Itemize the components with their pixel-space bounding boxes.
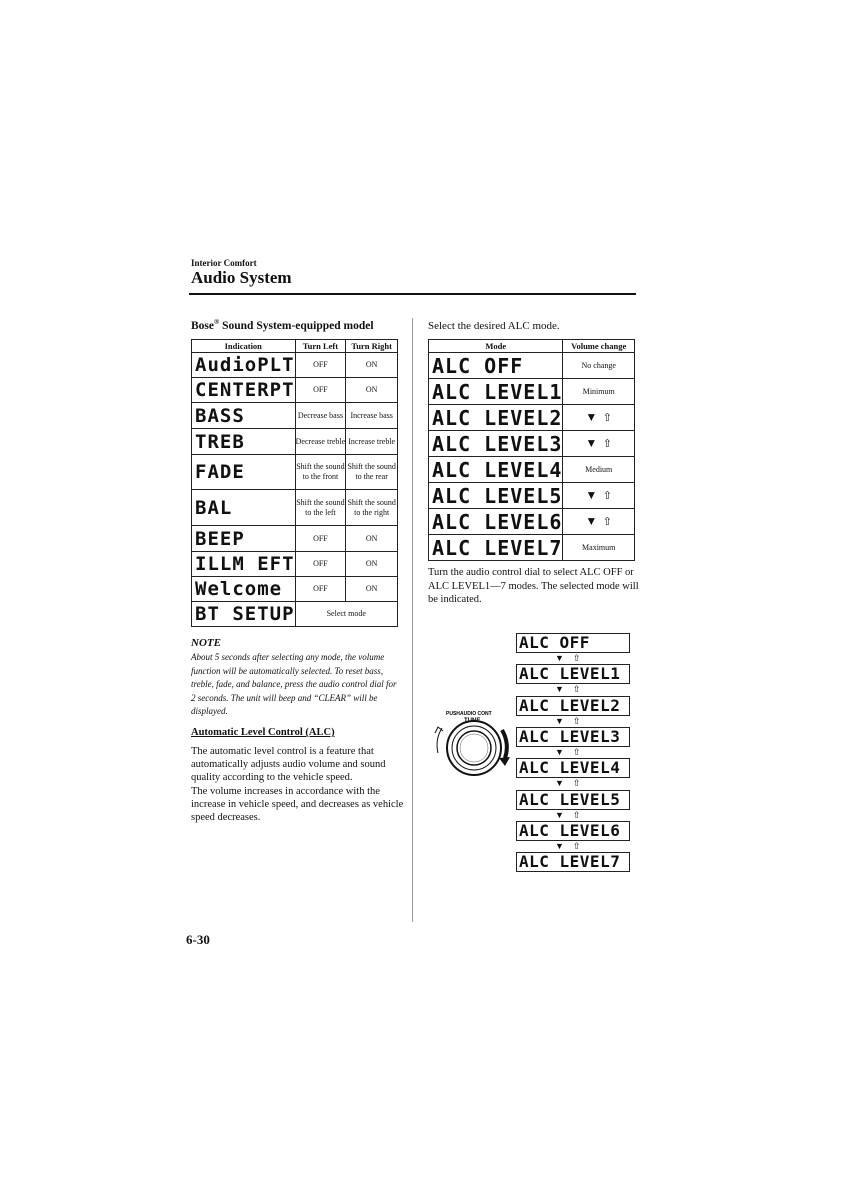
- table-row: [429, 457, 635, 483]
- table-row: [429, 509, 635, 535]
- down-arrow-icon: ▼: [555, 747, 564, 757]
- select-mode-cell: Select mode: [295, 602, 397, 627]
- turn-right-cell: Shift the sound to the rear: [346, 455, 398, 490]
- section-label: Interior Comfort: [191, 258, 257, 268]
- indication-cell: FADE: [192, 455, 296, 490]
- indication-cell: CENTERPT: [192, 378, 296, 403]
- column-divider: [412, 318, 413, 922]
- table-row: [192, 378, 398, 403]
- turn-left-cell: OFF: [295, 353, 346, 378]
- col-volume-change: Volume change: [563, 340, 635, 353]
- indication-cell: ILLM EFT: [192, 552, 296, 577]
- table-row: [429, 353, 635, 379]
- table-row: [192, 490, 398, 526]
- indication-cell: BASS: [192, 403, 296, 429]
- up-arrow-icon: ⇧: [602, 516, 613, 528]
- volume-change-cell: Maximum: [563, 535, 635, 561]
- volume-change-cell: Medium: [563, 457, 635, 483]
- turn-right-cell: ON: [346, 378, 398, 403]
- indication-cell: Welcome: [192, 577, 296, 602]
- dial-tune-label: TUNE: [464, 718, 481, 724]
- up-arrow-icon: ⇧: [572, 653, 581, 663]
- up-arrow-icon: ⇧: [572, 716, 581, 726]
- turn-right-cell: Shift the sound to the right: [346, 490, 398, 526]
- table-row: [192, 602, 398, 627]
- bose-mode-table: [191, 339, 398, 627]
- table-row: [192, 577, 398, 602]
- turn-right-cell: ON: [346, 526, 398, 552]
- up-arrow-icon: ⇧: [572, 778, 581, 788]
- mode-cell: ALC LEVEL4: [429, 457, 563, 483]
- rotary-dial-icon: [430, 703, 520, 793]
- table-row: [192, 455, 398, 490]
- alc-display: ALC LEVEL1: [516, 664, 630, 684]
- up-arrow-icon: ⇧: [572, 810, 581, 820]
- page-title: Audio System: [191, 268, 292, 287]
- down-arrow-icon: ▼: [555, 841, 564, 851]
- table-row: [429, 379, 635, 405]
- up-arrow-icon: ⇧: [572, 684, 581, 694]
- mode-cell: ALC LEVEL5: [429, 483, 563, 509]
- mode-cell: ALC LEVEL7: [429, 535, 563, 561]
- indication-cell: BT SETUP: [192, 602, 296, 627]
- up-arrow-icon: ⇧: [602, 412, 613, 424]
- turn-right-cell: Increase bass: [346, 403, 398, 429]
- arrow-pair: [555, 747, 580, 758]
- turn-right-cell: ON: [346, 552, 398, 577]
- registered-mark: ®: [214, 318, 220, 326]
- turn-left-cell: OFF: [295, 577, 346, 602]
- down-arrow-icon: ▼: [555, 653, 564, 663]
- turn-left-cell: Shift the sound to the front: [295, 455, 346, 490]
- turn-left-cell: OFF: [295, 552, 346, 577]
- indication-cell: BAL: [192, 490, 296, 526]
- alc-display: ALC LEVEL5: [516, 790, 630, 810]
- alc-body: The automatic level control is a feature that automatically adjusts audio volume and sound quality according to the vehicle speed. The volume increases in accordance with the increase in vehicle speed, and decreases as vehicle speed decreases.: [191, 746, 404, 824]
- down-arrow-icon: ▼: [555, 716, 564, 726]
- arrow-pair: [555, 684, 580, 695]
- bose-subheading-text: Sound System-equipped model: [219, 319, 374, 332]
- arrow-pair: [555, 778, 580, 789]
- indication-cell: TREB: [192, 429, 296, 455]
- turn-left-cell: Decrease treble: [295, 429, 346, 455]
- mode-cell: ALC LEVEL2: [429, 405, 563, 431]
- table-row: [429, 431, 635, 457]
- alc-select-intro: Select the desired ALC mode.: [428, 320, 560, 332]
- arrow-pair: [555, 841, 580, 852]
- down-arrow-icon: ▼: [585, 514, 598, 528]
- down-arrow-icon: ▼: [555, 684, 564, 694]
- turn-left-cell: Decrease bass: [295, 403, 346, 429]
- page-number: 6-30: [186, 932, 210, 947]
- alc-display: ALC LEVEL6: [516, 821, 630, 841]
- turn-left-cell: Shift the sound to the left: [295, 490, 346, 526]
- alc-display: ALC LEVEL7: [516, 852, 630, 872]
- turn-right-cell: ON: [346, 353, 398, 378]
- turn-right-cell: ON: [346, 577, 398, 602]
- mode-cell: ALC LEVEL1: [429, 379, 563, 405]
- dial-audio-cont-label: AUDIO CONT: [460, 711, 492, 717]
- turn-right-cell: Increase treble: [346, 429, 398, 455]
- volume-change-cell: [563, 431, 635, 457]
- table-row: [429, 405, 635, 431]
- header-rule: [189, 293, 636, 295]
- col-mode: Mode: [429, 340, 563, 353]
- turn-left-cell: OFF: [295, 378, 346, 403]
- down-arrow-icon: ▼: [585, 410, 598, 424]
- table-row: [192, 403, 398, 429]
- volume-change-cell: [563, 405, 635, 431]
- indication-cell: AudioPLT: [192, 353, 296, 378]
- arrow-pair: [555, 716, 580, 727]
- down-arrow-icon: ▼: [555, 810, 564, 820]
- col-turn-right: Turn Right: [346, 340, 398, 353]
- alc-display: ALC LEVEL4: [516, 758, 630, 778]
- table-row: [429, 535, 635, 561]
- dial-push-label: PUSH: [446, 711, 460, 717]
- down-arrow-icon: ▼: [585, 488, 598, 502]
- mode-cell: ALC OFF: [429, 353, 563, 379]
- up-arrow-icon: ⇧: [602, 438, 613, 450]
- alc-display: ALC OFF: [516, 633, 630, 653]
- volume-change-cell: No change: [563, 353, 635, 379]
- table-row: [429, 483, 635, 509]
- alc-mode-table: [428, 339, 635, 561]
- alc-description: Turn the audio control dial to select ALC OFF or ALC LEVEL1—7 modes. The selected mode will be indicated.: [428, 567, 639, 605]
- down-arrow-icon: ▼: [555, 778, 564, 788]
- note-text: About 5 seconds after selecting any mode, the volume function will be automatically selected. To reset bass, treble, fade, and balance, press the audio control dial for 2 seconds. The unit will beep and “CLEAR” will be displayed.: [191, 652, 397, 716]
- arrow-pair: [555, 810, 580, 821]
- up-arrow-icon: ⇧: [602, 490, 613, 502]
- col-indication: Indication: [192, 340, 296, 353]
- note-title: NOTE: [191, 637, 221, 649]
- arrow-pair: [555, 653, 580, 664]
- table-row: [192, 429, 398, 455]
- alc-display: ALC LEVEL3: [516, 727, 630, 747]
- volume-change-cell: [563, 509, 635, 535]
- up-arrow-icon: ⇧: [572, 841, 581, 851]
- table-row: [192, 526, 398, 552]
- col-turn-left: Turn Left: [295, 340, 346, 353]
- bose-brand: Bose: [191, 319, 214, 332]
- alc-display: ALC LEVEL2: [516, 696, 630, 716]
- mode-cell: ALC LEVEL3: [429, 431, 563, 457]
- turn-left-cell: OFF: [295, 526, 346, 552]
- table-row: [192, 552, 398, 577]
- volume-change-cell: [563, 483, 635, 509]
- alc-heading: Automatic Level Control (ALC): [191, 727, 335, 738]
- down-arrow-icon: ▼: [585, 436, 598, 450]
- mode-cell: ALC LEVEL6: [429, 509, 563, 535]
- volume-change-cell: Minimum: [563, 379, 635, 405]
- table-row: [192, 353, 398, 378]
- up-arrow-icon: ⇧: [572, 747, 581, 757]
- bose-subheading: [191, 318, 374, 332]
- indication-cell: BEEP: [192, 526, 296, 552]
